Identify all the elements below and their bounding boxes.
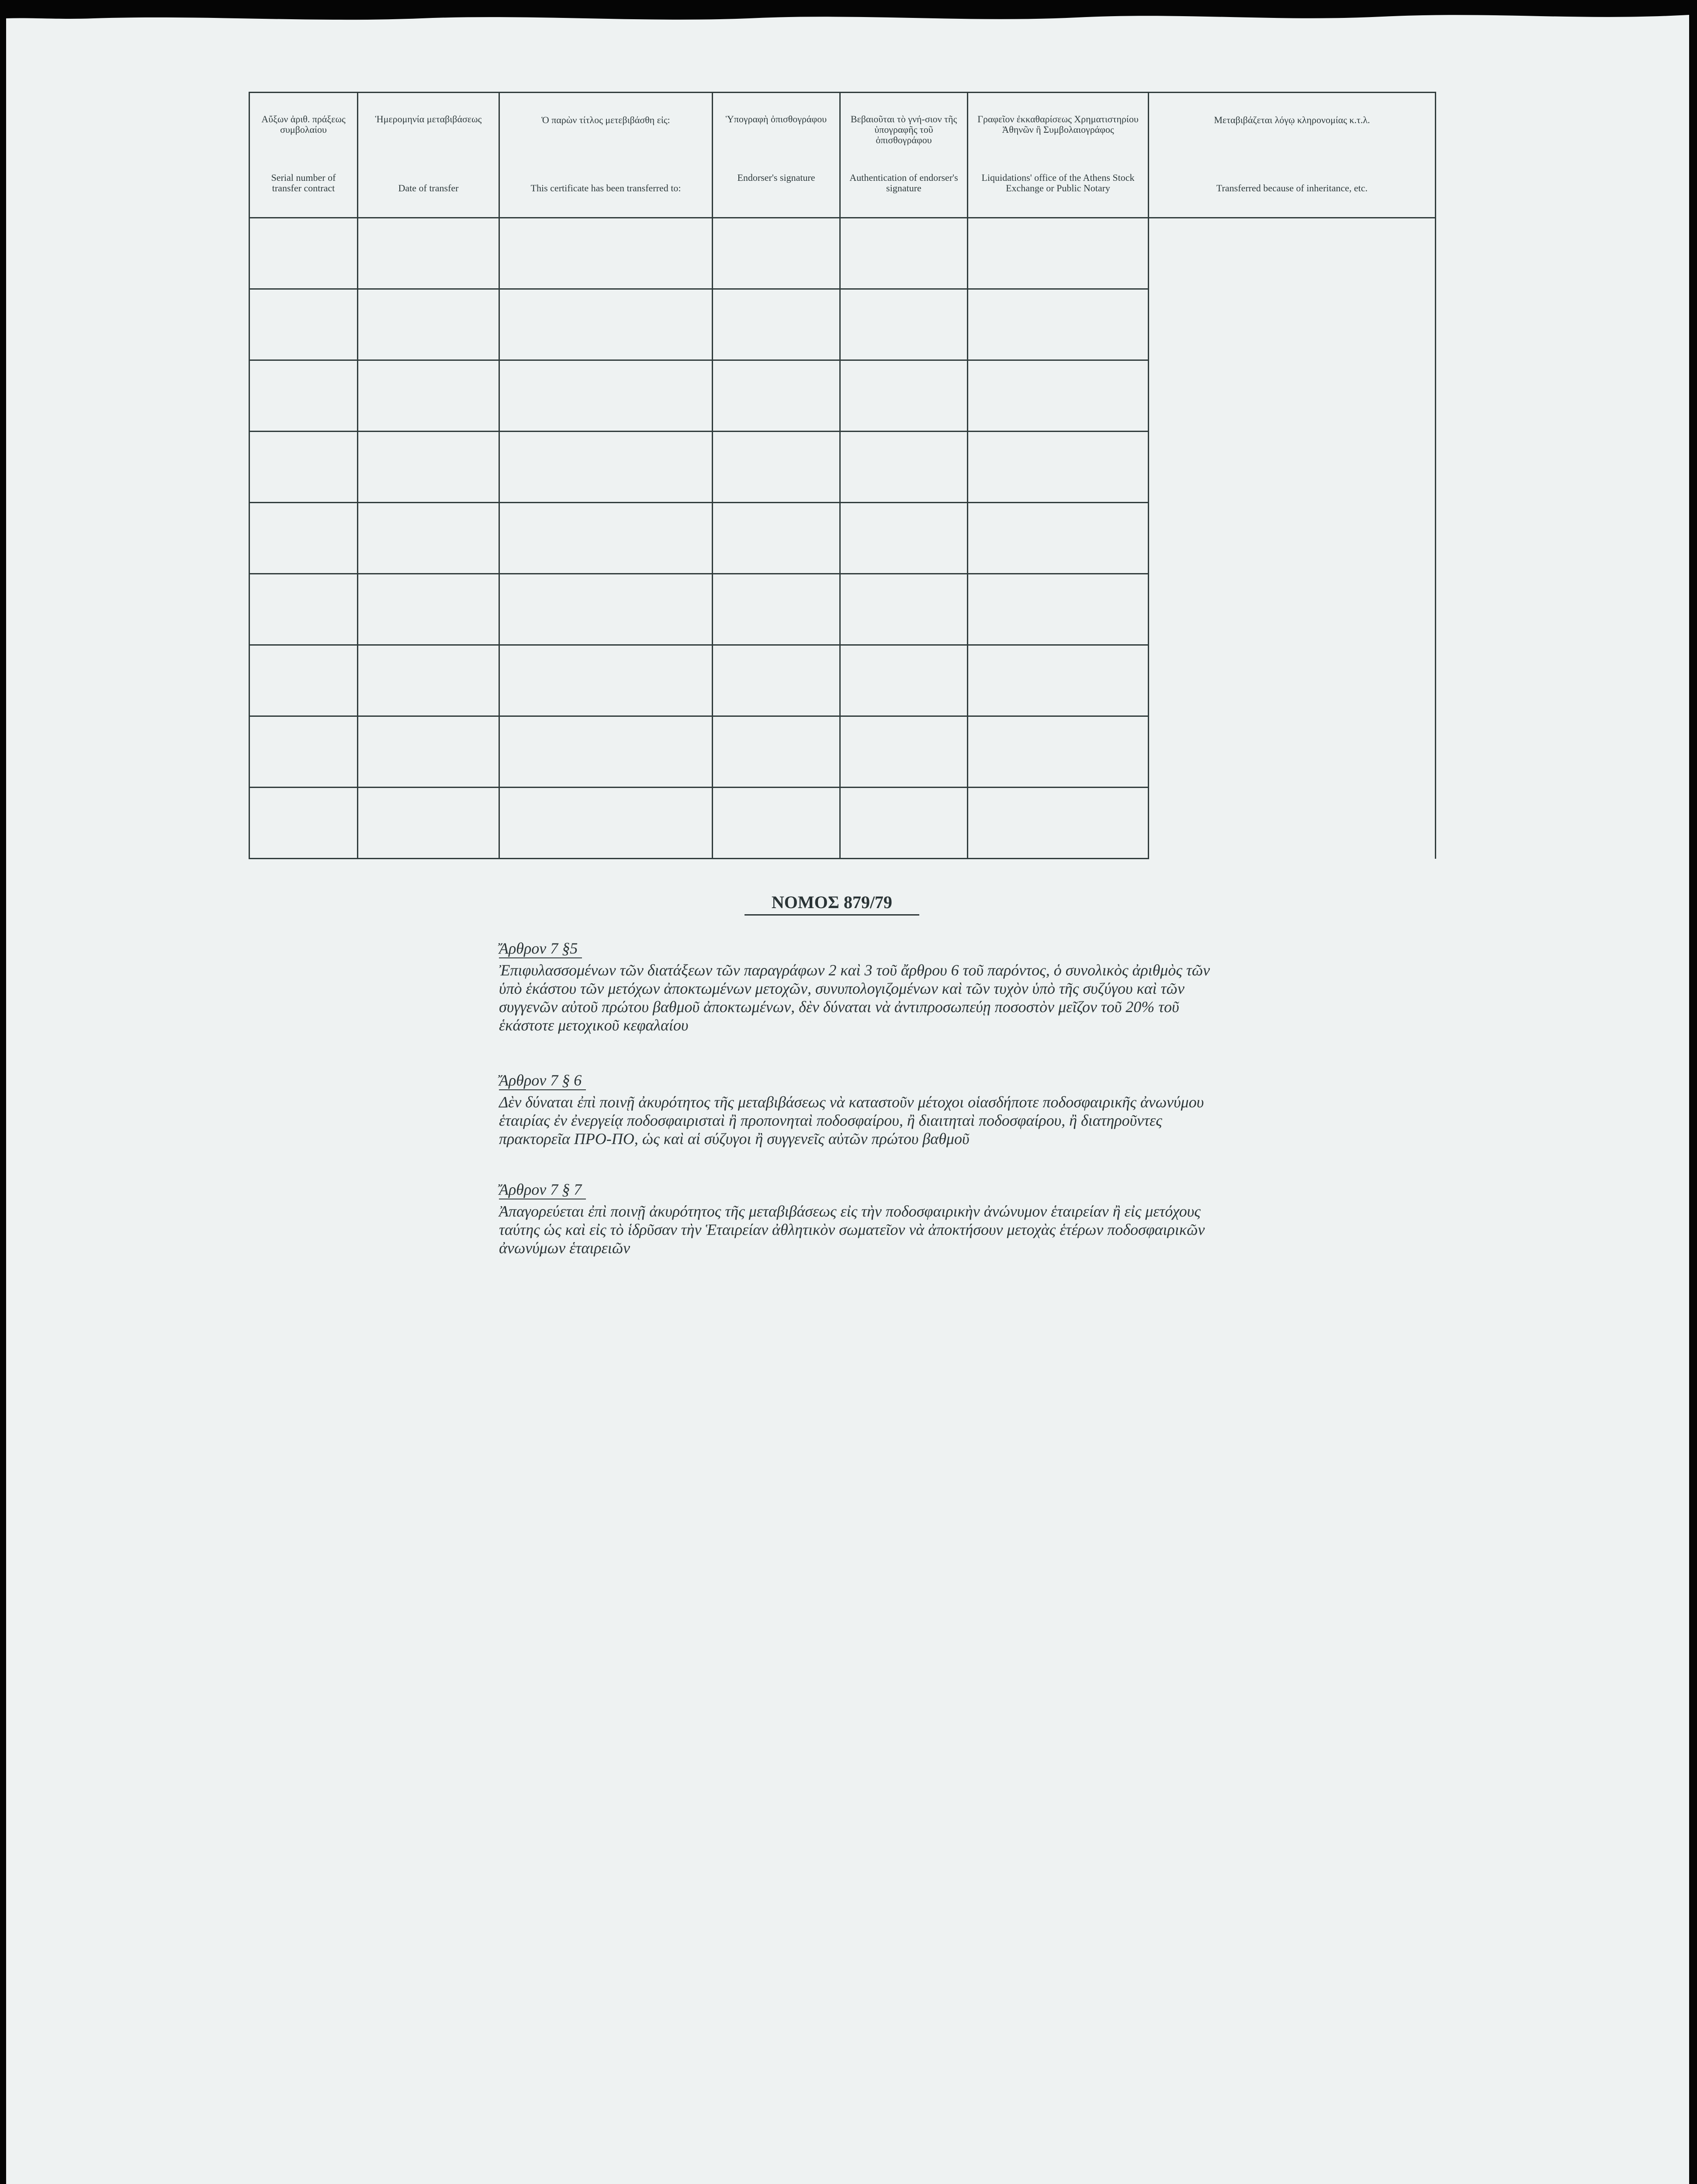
table-cell <box>499 218 713 289</box>
table-cell <box>249 360 358 432</box>
certificate-back-page <box>6 5 1689 2184</box>
table-cell <box>499 645 713 716</box>
column-date-of-transfer <box>358 93 499 218</box>
table-cell <box>713 788 840 859</box>
article-heading: Ἄρθρον 7 § 6 <box>499 1071 586 1090</box>
column-inheritance <box>1149 93 1436 218</box>
table-cell <box>968 360 1149 432</box>
article-text: Ἀπαγορεύεται ἐπὶ ποινῇ ἀκυρότητος τῆς μεταβιβάσεως εἰς τὴν ποδοσφαιρικὴν ἀνώνυμον ἑταιρείαν ἢ εἰς μετόχους ταύτης ὡς καὶ εἰς τὸ ἱδρῦσαν τὴν Ἑταιρείαν ἀθλητικὸν σωματεῖον νὰ ἀποκτήσουν μετοχὰς ἑτέρων ποδοσφαιρικῶν ἀνωνύμων ἑταιρειῶν <box>499 1203 1205 1257</box>
column-liquidations-office <box>968 93 1149 218</box>
table-cell <box>499 432 713 503</box>
table-cell <box>249 289 358 360</box>
table-header-row <box>249 93 1436 218</box>
column-english-label: Authentication of endorser's signature <box>849 172 958 194</box>
column-english-label: Serial number of transfer contract <box>271 172 336 194</box>
table-cell <box>358 503 499 574</box>
table-cell <box>840 360 968 432</box>
column-greek-label: Γραφεῖον ἐκκαθαρίσεως Χρηματιστηρίου Ἀθηνῶν ἢ Συμβολαιογράφος <box>977 114 1139 135</box>
table-cell <box>713 716 840 788</box>
article-text: Ἐπιφυλασσομένων τῶν διατάξεων τῶν παραγράφων 2 καὶ 3 τοῦ ἄρθρου 6 τοῦ παρόντος, ὁ συνολικὸς ἀριθμὸς τῶν ὑπὸ ἑκάστου τῶν μετόχων ἀποκτωμένων μετοχῶν, συνυπολογιζομένων καὶ τῶν τυχὸν ὑπὸ τῆς συζύγου καὶ τῶν συγγενῶν αὐτοῦ πρώτου βαθμοῦ ἀποκτωμένων, δὲν δύναται νὰ ἀντιπροσωπεύῃ ποσοστὸν μεῖζον τοῦ 20% τοῦ ἑκάστοτε μετοχικοῦ κεφαλαίου <box>499 961 1210 1034</box>
table-cell <box>249 218 358 289</box>
article-7-7 <box>499 1180 1216 1257</box>
table-cell <box>968 289 1149 360</box>
column-greek-label: Ὁ παρὼν τίτλος μετεβιβάσθη εἰς: <box>541 114 670 125</box>
table-cell <box>358 360 499 432</box>
table-cell <box>249 503 358 574</box>
article-text: Δὲν δύναται ἐπὶ ποινῇ ἀκυρότητος τῆς μεταβιβάσεως νὰ καταστοῦν μέτοχοι οἱασδήποτε ποδοσφαιρικῆς ἀνωνύμου ἑταιρίας ἐν ἐνεργείᾳ ποδοσφαιρισταὶ ἢ προπονηταὶ ποδοσφαίρου, ἢ διαιτηταὶ ποδοσφαίρου, ἢ διατηροῦντες πρακτορεῖα ΠΡΟ-ΠΟ, ὡς καὶ αἱ σύζυγοι ἢ συγγενεῖς αὐτῶν πρώτου βαθμοῦ <box>499 1093 1204 1147</box>
table-cell <box>968 645 1149 716</box>
law-title: ΝΟΜΟΣ 879/79 <box>745 892 919 916</box>
table-cell <box>713 289 840 360</box>
table-cell <box>968 218 1149 289</box>
table-cell <box>358 716 499 788</box>
table-cell <box>968 432 1149 503</box>
table-cell <box>968 788 1149 859</box>
table-cell <box>249 788 358 859</box>
table-cell <box>713 645 840 716</box>
table-cell <box>840 432 968 503</box>
column-greek-label: Βεβαιοῦται τὸ γνή-σιον τῆς ὑπογραφῆς τοῦ ὀπισθογράφου <box>850 114 957 145</box>
column-english-label: Date of transfer <box>398 183 459 194</box>
table-cell <box>840 574 968 645</box>
table-cell <box>840 716 968 788</box>
column-endorser-signature <box>713 93 840 218</box>
table-cell <box>499 360 713 432</box>
column-greek-label: Ἡμερομηνία μεταβιβάσεως <box>375 114 482 124</box>
transfer-record-table <box>249 92 1436 859</box>
table-cell <box>358 289 499 360</box>
table-cell <box>713 218 840 289</box>
table-row <box>249 218 1436 289</box>
torn-top-edge <box>6 5 1689 31</box>
table-cell <box>358 218 499 289</box>
table-cell <box>968 574 1149 645</box>
table-cell <box>499 788 713 859</box>
column-english-label: Endorser's signature <box>737 172 815 183</box>
table-cell <box>499 574 713 645</box>
column-english-label: Transferred because of inheritance, etc. <box>1216 183 1368 194</box>
article-7-5 <box>499 939 1216 1034</box>
column-greek-label: Ὑπογραφὴ ὀπισθογράφου <box>725 114 827 124</box>
column-transferred-to <box>499 93 713 218</box>
table-cell <box>358 645 499 716</box>
inheritance-cell <box>1149 218 1436 859</box>
table-cell <box>499 289 713 360</box>
column-authentication <box>840 93 968 218</box>
column-english-label: Liquidations' office of the Athens Stock Exchange or Public Notary <box>981 172 1135 194</box>
article-heading: Ἄρθρον 7 § 7 <box>499 1180 586 1199</box>
table-cell <box>840 218 968 289</box>
article-heading: Ἄρθρον 7 §5 <box>499 939 582 958</box>
table-cell <box>249 645 358 716</box>
table-cell <box>713 432 840 503</box>
table-cell <box>499 716 713 788</box>
table-cell <box>840 503 968 574</box>
table-cell <box>713 574 840 645</box>
column-greek-label: Αὔξων ἀριθ. πράξεως συμβολαίου <box>261 114 346 135</box>
table-cell <box>358 788 499 859</box>
table-cell <box>968 716 1149 788</box>
column-english-label: This certificate has been transferred to: <box>530 183 681 194</box>
article-7-6 <box>499 1071 1216 1148</box>
table-cell <box>840 645 968 716</box>
table-cell <box>249 716 358 788</box>
column-greek-label: Μεταβιβάζεται λόγῳ κληρονομίας κ.τ.λ. <box>1214 114 1370 125</box>
table-cell <box>499 503 713 574</box>
table-cell <box>358 432 499 503</box>
table-cell <box>713 360 840 432</box>
table-cell <box>713 503 840 574</box>
table-cell <box>358 574 499 645</box>
table-cell <box>840 289 968 360</box>
table-cell <box>249 432 358 503</box>
table-cell <box>968 503 1149 574</box>
table-cell <box>840 788 968 859</box>
table-cell <box>249 574 358 645</box>
column-serial-number <box>249 93 358 218</box>
